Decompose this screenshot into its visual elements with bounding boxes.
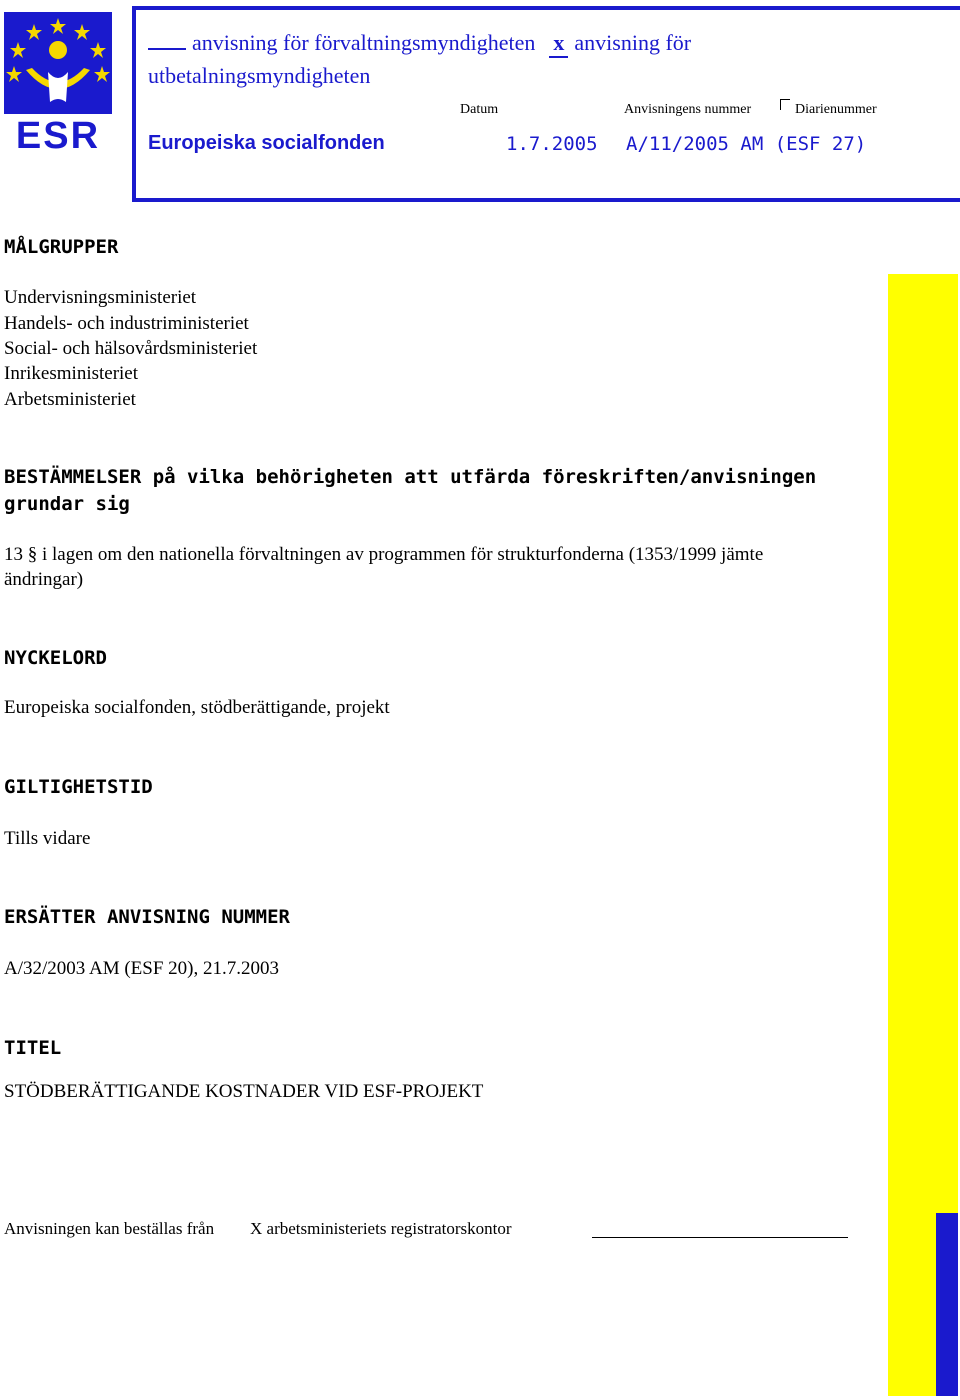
validity-text: Tills vidare — [4, 828, 91, 849]
title-heading: TITEL — [4, 1037, 62, 1059]
validity-heading: GILTIGHETSTID — [4, 776, 153, 798]
order-label: Anvisningen kan beställas från — [4, 1219, 215, 1238]
target-item: Undervisningsministeriet — [4, 287, 197, 308]
diary-label: Diarienummer — [795, 102, 877, 117]
logo-text: ESR — [15, 115, 101, 152]
target-heading: MÅLGRUPPER — [4, 236, 119, 258]
option2-label-cont: utbetalningsmyndigheten — [148, 63, 371, 88]
org-name: Europeiska socialfonden — [148, 132, 385, 154]
keywords-heading: NYCKELORD — [4, 647, 107, 669]
recipient-options-line — [148, 30, 691, 58]
option1-label: anvisning för förvaltningsmyndigheten — [192, 30, 536, 55]
order-blank-field — [592, 1237, 848, 1238]
keywords-text: Europeiska socialfonden, stödberättigande, projekt — [4, 697, 390, 718]
provisions-text: 13 § i lagen om den nationella förvaltningen av programmen för strukturfonderna (1353/1999 jämte — [4, 544, 764, 565]
target-item: Arbetsministeriet — [4, 389, 136, 410]
provisions-heading: BESTÄMMELSER på vilka behörigheten att utfärda föreskriften/anvisningen — [4, 466, 817, 488]
replaces-heading: ERSÄTTER ANVISNING NUMMER — [4, 906, 290, 928]
corner-mark-icon — [780, 99, 790, 110]
number-label: Anvisningens nummer — [624, 102, 752, 117]
target-item: Handels- och industriministeriet — [4, 313, 249, 334]
number-value: A/11/2005 AM (ESF 27) — [626, 133, 867, 155]
date-value: 1.7.2005 — [506, 133, 598, 155]
title-text: STÖDBERÄTTIGANDE KOSTNADER VID ESF-PROJEKT — [4, 1081, 484, 1102]
date-label: Datum — [460, 102, 499, 117]
target-item: Social- och hälsovårdsministeriet — [4, 338, 258, 359]
option1-checkbox-blank — [148, 30, 186, 50]
side-blue-bar — [936, 1213, 958, 1396]
target-item: Inrikesministeriet — [4, 363, 139, 384]
provisions-text-cont: ändringar) — [4, 569, 84, 590]
option2-label: anvisning för — [574, 30, 692, 55]
esr-logo — [4, 12, 112, 152]
option2-checkbox-mark: x — [549, 30, 568, 58]
replaces-text: A/32/2003 AM (ESF 20), 21.7.2003 — [4, 958, 279, 979]
provisions-heading-cont: grundar sig — [4, 493, 130, 515]
order-option: X arbetsministeriets registratorskontor — [250, 1219, 512, 1238]
